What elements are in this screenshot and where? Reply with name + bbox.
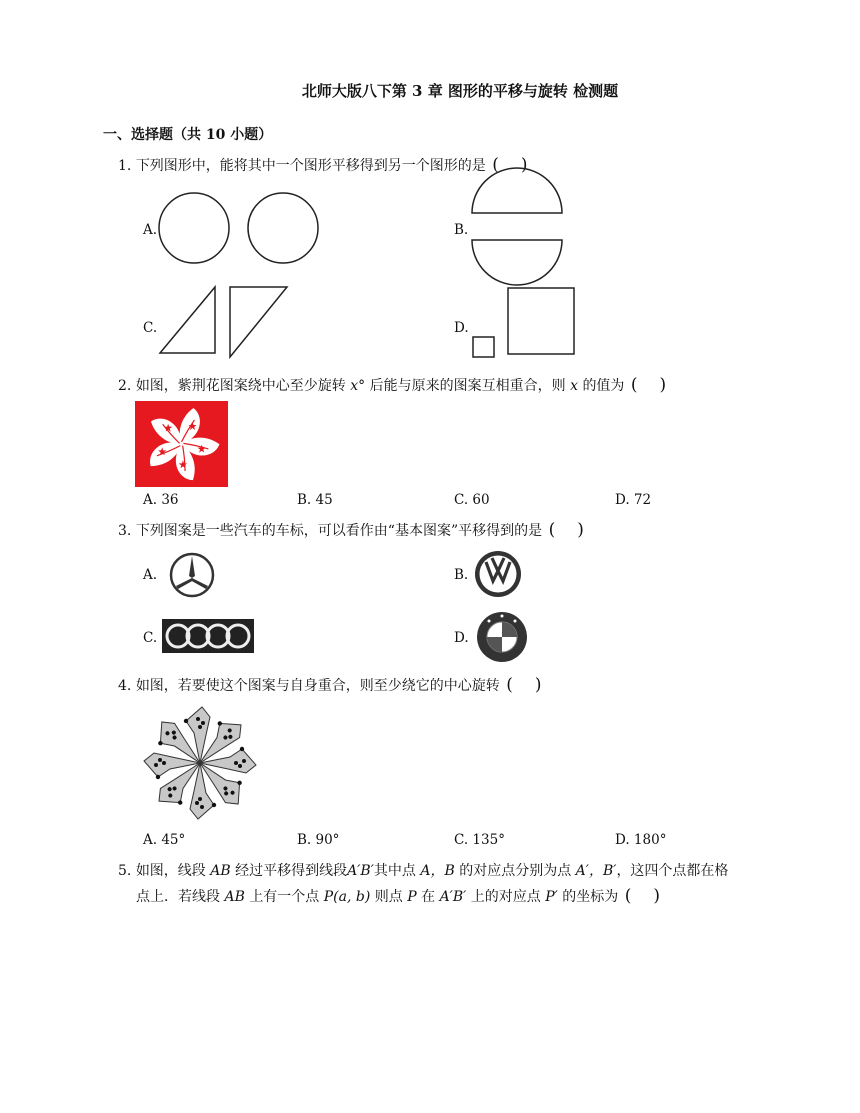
answer-paren: ( ) xyxy=(624,886,661,906)
question-number: 5. xyxy=(118,863,132,879)
option-3b-label: B. xyxy=(454,567,469,583)
pinwheel-dot xyxy=(196,717,200,721)
q1-option-d-figure xyxy=(470,286,580,361)
option-3c-label: C. xyxy=(143,630,158,646)
question-2: 2. 如图，紫荆花图案绕中心至少旋转 x° 后能与原来的图案互相重合，则 x 的值为 ( ) xyxy=(118,375,667,395)
question-1 xyxy=(118,155,528,175)
option-3a-label: A. xyxy=(143,567,158,583)
option-4c: C. 135° xyxy=(454,832,505,848)
pinwheel-tip-dot xyxy=(156,775,160,779)
mercedes-logo-icon xyxy=(168,551,216,599)
pinwheel-dot xyxy=(238,764,242,768)
option-2a: A. 36 xyxy=(143,492,179,508)
pinwheel-tip-dot xyxy=(240,747,244,751)
pinwheel-dot xyxy=(242,759,246,763)
pinwheel-dot xyxy=(154,763,158,767)
question-3 xyxy=(118,520,584,540)
volkswagen-logo-icon xyxy=(473,549,523,599)
page-title: 北师大版八下第 3 章 图形的平移与旋转 检测题 xyxy=(301,82,619,100)
answer-paren: ( ) xyxy=(548,520,584,540)
q1-option-b-figure xyxy=(470,180,565,275)
option-1c-label: C. xyxy=(143,320,158,336)
option-3d-label: D. xyxy=(454,630,469,646)
section-heading: 一、选择题（共 10 小题） xyxy=(103,127,273,143)
bauhinia-flag-image xyxy=(135,401,228,487)
pinwheel-dot xyxy=(198,797,202,801)
option-1a-label: A. xyxy=(143,222,158,238)
answer-paren: ( ) xyxy=(492,155,528,175)
answer-paren: ( ) xyxy=(506,675,542,695)
option-1d-label: D. xyxy=(454,320,469,336)
audi-logo-icon xyxy=(162,619,254,653)
pinwheel-pattern-image xyxy=(138,702,262,824)
pinwheel-dot xyxy=(198,725,202,729)
pinwheel-dot xyxy=(195,801,199,805)
pinwheel-dot xyxy=(201,721,205,725)
option-4d: D. 180° xyxy=(615,832,667,848)
pinwheel-dot xyxy=(162,761,166,765)
pinwheel-dot xyxy=(158,758,162,762)
question-4 xyxy=(118,675,542,695)
option-2b: B. 45 xyxy=(297,492,333,508)
pinwheel-tip-dot xyxy=(184,719,188,723)
question-number: 4. xyxy=(118,678,132,694)
question-number: 1. xyxy=(118,158,132,174)
question-5-line-1: 5. 如图，线段 AB 经过平移得到线段A′B′其中点 A，B 的对应点分别为点 A′，B′，这四个点都在格 xyxy=(118,863,729,879)
pinwheel-dot xyxy=(234,761,238,765)
option-4b: B. 90° xyxy=(297,832,340,848)
question-number: 3. xyxy=(118,523,132,539)
pinwheel-dot xyxy=(200,805,204,809)
option-1b-label: B. xyxy=(454,222,469,238)
q1-option-c-figure xyxy=(155,284,295,360)
question-text: 下列图案是一些汽车的车标，可以看作由“基本图案”平移得到的是 xyxy=(135,523,543,539)
question-text: 如图，若要使这个图案与自身重合，则至少绕它的中心旋转 xyxy=(135,678,500,694)
option-2d: D. 72 xyxy=(615,492,652,508)
option-2c: C. 60 xyxy=(454,492,490,508)
question-5-line-2: 点上．若线段 AB 上有一个点 P(a, b) 则点 P 在 A′B′ 上的对应点 P′ 的坐标为 ( ) xyxy=(136,886,661,906)
bmw-logo-icon xyxy=(475,610,531,664)
option-4a: A. 45° xyxy=(143,832,186,848)
question-number: 2. xyxy=(118,378,132,394)
answer-paren: ( ) xyxy=(630,375,667,395)
question-text: 下列图形中，能将其中一个图形平移得到另一个图形的是 xyxy=(135,158,486,174)
pinwheel-tip-dot xyxy=(212,803,216,807)
q1-option-a-figure xyxy=(158,192,323,264)
